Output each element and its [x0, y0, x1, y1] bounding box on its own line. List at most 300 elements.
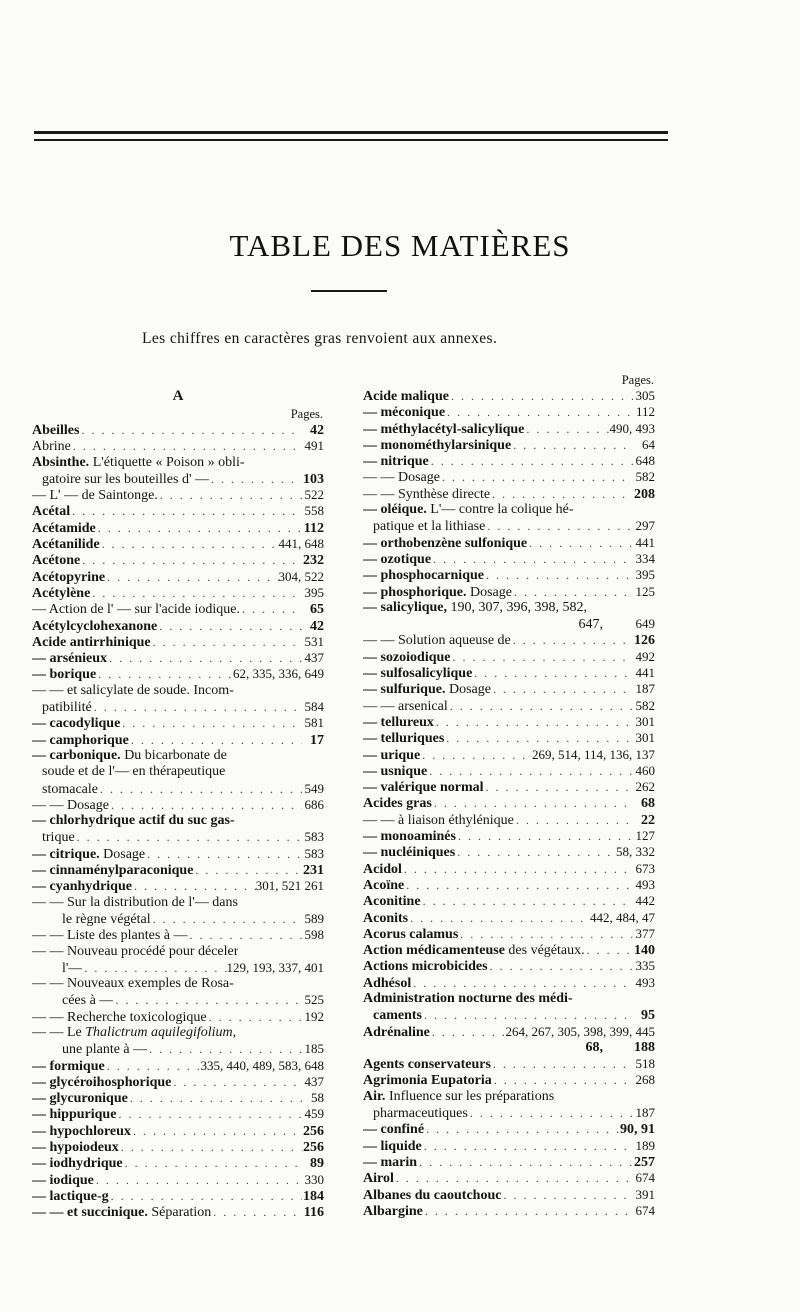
- index-entry: [32, 960, 324, 976]
- dot-leader: [434, 714, 633, 730]
- entry-term: patique et la lithiase: [373, 519, 486, 535]
- entry-pages: 184: [303, 1188, 324, 1204]
- entry-pages: 126: [634, 633, 655, 649]
- entry-pages: 297: [635, 518, 655, 534]
- index-entry: [32, 1123, 324, 1139]
- dot-leader: [158, 487, 302, 503]
- dot-leader: [427, 763, 633, 779]
- dot-leader: [422, 1138, 633, 1154]
- entry-term: Acétal: [32, 504, 71, 520]
- index-entry: [363, 632, 655, 648]
- entry-pages: 58: [311, 1090, 324, 1106]
- entry-term: — — et salicylate de soude. Incom-: [32, 682, 234, 698]
- index-entry: [32, 601, 324, 617]
- dot-leader: [157, 618, 302, 634]
- dot-leader: [488, 958, 633, 974]
- dot-leader: [79, 422, 302, 438]
- index-entry: [363, 1072, 655, 1088]
- entry-term: — cacodylique: [32, 716, 121, 732]
- index-entry: [363, 469, 655, 485]
- dot-leader: [129, 732, 302, 748]
- entry-term: — telluriques: [363, 731, 445, 747]
- entry-pages: 42: [310, 618, 324, 634]
- entry-term: — lactique-g: [32, 1188, 109, 1204]
- index-entry: [32, 748, 324, 764]
- entry-pages: 187: [635, 681, 655, 697]
- entry-pages: 112: [635, 404, 655, 420]
- entry-term: Agrimonia Eupatoria: [363, 1073, 492, 1089]
- dot-leader: [411, 975, 633, 991]
- index-entry: [363, 1040, 655, 1056]
- index-entry: [32, 1172, 324, 1188]
- entry-pages: 391: [635, 1186, 655, 1202]
- index-entry: [32, 992, 324, 1008]
- entry-term: — sulfurique. Dosage: [363, 682, 491, 698]
- entry-pages: 581: [304, 715, 324, 731]
- index-entry: [363, 404, 655, 420]
- entry-pages: 188: [634, 1039, 655, 1055]
- dot-leader: [492, 1072, 633, 1088]
- entry-term: — méconique: [363, 405, 446, 421]
- entry-pages: 304, 522: [278, 568, 324, 584]
- dot-leader: [131, 1123, 302, 1139]
- index-entry: [363, 584, 655, 600]
- index-entry: [32, 1155, 324, 1171]
- entry-pages: 64: [642, 436, 655, 452]
- entry-pages: 522: [304, 487, 324, 503]
- dot-leader: [423, 1203, 633, 1219]
- index-entry: [32, 422, 324, 438]
- entry-term: — hippurique: [32, 1107, 117, 1123]
- index-entry: [363, 812, 655, 828]
- entry-pages: 231: [303, 863, 324, 879]
- entry-term: gatoire sur les bouteilles d' —: [42, 471, 209, 487]
- entry-pages: 549: [304, 780, 324, 796]
- section-letter: A: [172, 388, 184, 404]
- dot-leader: [98, 781, 302, 797]
- entry-term: soude et de l'— en thérapeutique: [42, 764, 226, 780]
- entry-term: — ozotique: [363, 551, 432, 567]
- dot-leader: [211, 1204, 302, 1220]
- dot-leader: [96, 666, 233, 682]
- index-entry: [32, 715, 324, 731]
- entry-pages: 62, 335, 336, 649: [233, 666, 324, 682]
- index-entry: [363, 730, 655, 746]
- index-entry: [363, 1138, 655, 1154]
- dot-leader: [424, 1121, 620, 1137]
- dot-leader: [445, 404, 633, 420]
- entry-pages: 103: [303, 471, 324, 487]
- entry-pages: 22: [641, 812, 655, 828]
- entry-pages: 127: [635, 828, 655, 844]
- index-entry: [363, 616, 655, 632]
- index-entry: [363, 1170, 655, 1186]
- entry-pages: 491: [304, 438, 324, 454]
- dot-leader: [207, 1009, 302, 1025]
- index-entry: [363, 649, 655, 665]
- dot-leader: [105, 1058, 201, 1074]
- index-entry: [363, 1056, 655, 1072]
- index-entry: [363, 975, 655, 991]
- dot-leader: [90, 585, 302, 601]
- dot-leader: [188, 927, 302, 943]
- index-column-right: [363, 372, 655, 1219]
- entry-term: — formique: [32, 1058, 105, 1074]
- entry-pages: 189: [635, 1137, 655, 1153]
- dot-leader: [404, 877, 633, 893]
- index-entry: [32, 1058, 324, 1074]
- index-entry: [363, 1105, 655, 1121]
- index-entry: [363, 926, 655, 942]
- index-entry: [363, 486, 655, 502]
- entry-term: Acétylcyclohexanone: [32, 618, 158, 634]
- entry-term: — salicylique, 190, 307, 396, 398, 582,: [363, 599, 588, 615]
- dot-leader: [402, 861, 633, 877]
- index-entry: [32, 618, 324, 634]
- index-entry: [32, 503, 324, 519]
- dot-leader: [524, 421, 609, 437]
- dot-leader: [511, 437, 633, 453]
- dot-leader: [511, 632, 633, 648]
- entry-pages: 493: [635, 974, 655, 990]
- entry-term: — nitrique: [363, 454, 429, 470]
- dot-leader: [429, 453, 633, 469]
- entry-pages: 531: [304, 633, 324, 649]
- entry-term: — urique: [363, 747, 421, 763]
- entry-pages: 395: [304, 584, 324, 600]
- entry-term: — — arsenical: [363, 698, 448, 714]
- entry-term: — phosphorique. Dosage: [363, 584, 512, 600]
- entry-term: patibilité: [42, 700, 92, 716]
- entry-term: Administration nocturne des médi-: [363, 990, 573, 1006]
- dot-leader: [456, 828, 633, 844]
- entry-term: — sozoiodique: [363, 649, 451, 665]
- entry-list-left: [32, 422, 324, 1221]
- dot-leader: [151, 911, 302, 927]
- entry-pages: 90, 91: [620, 1122, 655, 1138]
- entry-pages: 686: [304, 796, 324, 812]
- dot-leader: [527, 535, 633, 551]
- entry-pages: 582: [635, 697, 655, 713]
- dot-leader: [421, 893, 633, 909]
- entry-term: le règne végétal: [62, 911, 151, 927]
- index-entry: [363, 1024, 655, 1040]
- dot-leader: [128, 1090, 302, 1106]
- index-entry: [363, 437, 655, 453]
- entry-pages: 334: [635, 550, 655, 566]
- entry-term: — glycuronique: [32, 1091, 128, 1107]
- dot-leader: [193, 862, 302, 878]
- entry-term: Aconitine: [363, 894, 421, 910]
- dot-leader: [491, 681, 633, 697]
- index-entry: [363, 942, 655, 958]
- index-entry: [32, 438, 324, 454]
- index-entry: [32, 797, 324, 813]
- entry-pages: 232: [303, 553, 324, 569]
- entry-term: — orthobenzène sulfonique: [363, 535, 528, 551]
- index-entry: [363, 551, 655, 567]
- index-entry: [32, 829, 324, 845]
- pages-header-right: Pages.: [621, 373, 654, 387]
- entry-term: Albanes du caoutchouc: [363, 1187, 502, 1203]
- entry-pages: 256: [303, 1123, 324, 1139]
- index-entry: [32, 520, 324, 536]
- index-entry: [32, 536, 324, 552]
- entry-term: — cinnaménylparaconique: [32, 863, 194, 879]
- entry-term: — — Dosage: [363, 470, 440, 486]
- index-entry: [32, 862, 324, 878]
- index-entry: [363, 828, 655, 844]
- index-entry: [363, 1007, 655, 1023]
- index-entry: [32, 699, 324, 715]
- index-entry: [363, 795, 655, 811]
- dot-leader: [490, 486, 633, 502]
- entry-pages: 441: [635, 534, 655, 550]
- index-entry: [363, 665, 655, 681]
- index-entry: [32, 1090, 324, 1106]
- entry-term: Acoïne: [363, 877, 405, 893]
- dot-leader: [240, 601, 302, 617]
- entry-term: Acide antirrhinique: [32, 634, 151, 650]
- entry-pages: 583: [304, 845, 324, 861]
- dot-leader: [468, 1105, 633, 1121]
- index-entry: [32, 846, 324, 862]
- entry-term: — borique: [32, 667, 97, 683]
- entry-pages: 116: [303, 1205, 324, 1221]
- dot-leader: [449, 388, 633, 404]
- index-entry: [363, 763, 655, 779]
- index-entry: [32, 1139, 324, 1155]
- index-entry: [32, 1074, 324, 1090]
- entry-pages: 262: [635, 779, 655, 795]
- entry-pages: 493: [635, 876, 655, 892]
- dot-leader: [417, 1154, 633, 1170]
- entry-term: Acides gras: [363, 796, 432, 812]
- dot-leader: [394, 1170, 633, 1186]
- entry-pages: 257: [634, 1154, 655, 1170]
- entry-pages: 558: [304, 503, 324, 519]
- entry-term: — marin: [363, 1154, 418, 1170]
- page-title: TABLE DES MATIÈRES: [229, 228, 571, 263]
- dot-leader: [430, 1024, 506, 1040]
- dot-leader: [422, 1007, 633, 1023]
- index-entry: [363, 991, 655, 1007]
- entry-term: — — à liaison éthylénique: [363, 812, 514, 828]
- entry-pages: 335, 440, 489, 583, 648: [200, 1057, 324, 1073]
- index-entry: [363, 1203, 655, 1219]
- entry-pages: 459: [304, 1106, 324, 1122]
- dot-leader: [484, 779, 633, 795]
- entry-term: — — Solution aqueuse de: [363, 633, 511, 649]
- entry-term: Agents conservateurs: [363, 1057, 491, 1073]
- intro-note: Les chiffres en caractères gras renvoient aux annexes.: [142, 330, 498, 347]
- entry-term: 647,: [578, 617, 603, 633]
- index-entry: [32, 666, 324, 682]
- dot-leader: [107, 650, 302, 666]
- entry-pages: 437: [304, 650, 324, 666]
- entry-pages: 192: [304, 1008, 324, 1024]
- entry-term: Acorus calamus: [363, 926, 459, 942]
- index-entry: [32, 1188, 324, 1204]
- entry-term: — — Le Thalictrum aquilegifolium,: [32, 1024, 237, 1040]
- index-entry: [363, 747, 655, 763]
- entry-term: — — Liste des plantes à —: [32, 928, 188, 944]
- index-entry: [32, 781, 324, 797]
- entry-pages: 208: [634, 486, 655, 502]
- entry-term: trique: [42, 830, 75, 846]
- dot-leader: [105, 569, 278, 585]
- entry-pages: 112: [303, 520, 324, 536]
- entry-term: — tellureux: [363, 714, 434, 730]
- index-entry: [32, 911, 324, 927]
- entry-pages: 460: [635, 762, 655, 778]
- entry-pages: 89: [310, 1156, 324, 1172]
- entry-term: — valérique normal: [363, 780, 484, 796]
- dot-leader: [451, 649, 633, 665]
- entry-term: — — Recherche toxicologique: [32, 1009, 207, 1025]
- dot-leader: [92, 699, 302, 715]
- dot-leader: [100, 536, 279, 552]
- entry-pages: 518: [635, 1056, 655, 1072]
- index-entry: [32, 895, 324, 911]
- entry-pages: 377: [635, 925, 655, 941]
- entry-term: caments: [373, 1008, 422, 1024]
- dot-leader: [444, 730, 633, 746]
- index-entry: [363, 681, 655, 697]
- index-entry: [32, 878, 324, 894]
- index-entry: [363, 910, 655, 926]
- entry-pages: 68: [641, 796, 655, 812]
- dot-leader: [116, 1106, 302, 1122]
- entry-term: — — Dosage: [32, 797, 109, 813]
- dot-leader: [109, 1188, 302, 1204]
- entry-pages: 269, 514, 114, 136, 137: [531, 746, 655, 762]
- dot-leader: [512, 584, 633, 600]
- entry-pages: 673: [635, 860, 655, 876]
- entry-pages: 492: [635, 648, 655, 664]
- entry-pages: 598: [304, 927, 324, 943]
- index-entry: [32, 683, 324, 699]
- entry-term: — oléique. L'— contre la colique hé-: [363, 502, 574, 518]
- index-entry: [363, 1121, 655, 1137]
- entry-pages: 185: [304, 1041, 324, 1057]
- entry-term: — arsénieux: [32, 651, 108, 667]
- index-entry: [363, 844, 655, 860]
- index-entry: [32, 1009, 324, 1025]
- entry-pages: 441: [635, 665, 655, 681]
- dot-leader: [440, 469, 633, 485]
- index-entry: [32, 764, 324, 780]
- index-entry: [32, 569, 324, 585]
- entry-term: Aconits: [363, 910, 409, 926]
- index-entry: [363, 535, 655, 551]
- entry-term: — usnique: [363, 763, 428, 779]
- index-entry: [363, 1154, 655, 1170]
- index-entry: [363, 893, 655, 909]
- dot-leader: [75, 829, 302, 845]
- entry-term: — carbonique. Du bicarbonate de: [32, 747, 227, 763]
- dot-leader: [82, 960, 226, 976]
- entry-pages: 584: [304, 699, 324, 715]
- entry-term: Acétopyrine: [32, 569, 106, 585]
- entry-term: — iodique: [32, 1172, 94, 1188]
- entry-pages: 187: [635, 1105, 655, 1121]
- index-entry: [363, 453, 655, 469]
- entry-pages: 301, 521 261: [255, 878, 324, 894]
- entry-pages: 268: [635, 1072, 655, 1088]
- entry-term: — sulfosalicylique: [363, 666, 473, 682]
- index-entry: [32, 487, 324, 503]
- entry-pages: 256: [303, 1140, 324, 1156]
- entry-pages: 490, 493: [609, 420, 655, 436]
- dot-leader: [145, 846, 302, 862]
- top-rule-thin: [34, 139, 668, 141]
- entry-term: Acide malique: [363, 389, 449, 404]
- entry-term: — glycéroihosphorique: [32, 1074, 172, 1090]
- index-entry: [363, 600, 655, 616]
- title-rule: [311, 290, 387, 292]
- entry-term: — méthylacétyl-salicylique: [363, 421, 525, 437]
- entry-term: — — Nouveaux exemples de Rosa-: [32, 976, 234, 992]
- dot-leader: [96, 520, 302, 536]
- entry-pages: 305: [635, 388, 655, 403]
- index-entry: [363, 861, 655, 877]
- top-rule-thick: [34, 131, 668, 134]
- entry-term: — Action de l' — sur l'acide iodique.: [32, 602, 241, 618]
- entry-pages: 125: [635, 583, 655, 599]
- dot-leader: [501, 1187, 633, 1203]
- dot-leader: [485, 518, 633, 534]
- entry-term: — L' — de Saintonge.: [32, 488, 158, 504]
- entry-term: Acétamide: [32, 520, 96, 536]
- index-entry: [363, 518, 655, 534]
- index-column-left: [32, 380, 324, 1221]
- dot-leader: [123, 1155, 302, 1171]
- entry-term: — monométhylarsinique: [363, 437, 512, 453]
- entry-pages: 441, 648: [278, 536, 324, 552]
- entry-term: stomacale: [42, 781, 98, 797]
- entry-term: pharmaceutiques: [373, 1106, 468, 1122]
- entry-term: — monoaminés: [363, 829, 456, 845]
- dot-leader: [171, 1074, 302, 1090]
- dot-leader: [514, 812, 633, 828]
- dot-leader: [147, 1041, 302, 1057]
- dot-leader: [432, 795, 633, 811]
- dot-leader: [70, 503, 302, 519]
- entry-term: cées à —: [62, 993, 114, 1009]
- entry-pages: 140: [634, 943, 655, 959]
- index-entry: [32, 634, 324, 650]
- dot-leader: [585, 942, 633, 958]
- entry-list-right: [363, 388, 655, 1219]
- entry-pages: 442, 484, 47: [590, 909, 655, 925]
- dot-leader: [120, 715, 302, 731]
- entry-pages: 648: [635, 453, 655, 469]
- index-entry: [32, 976, 324, 992]
- dot-leader: [209, 471, 302, 487]
- entry-term: Air. Influence sur les préparations: [363, 1088, 555, 1104]
- dot-leader: [132, 878, 256, 894]
- entry-pages: 58, 332: [616, 844, 655, 860]
- index-entry: [32, 1106, 324, 1122]
- dot-leader: [420, 747, 532, 763]
- dot-leader: [109, 797, 302, 813]
- index-entry: [363, 714, 655, 730]
- entry-term: Absinthe. L'étiquette « Poison » obli-: [32, 454, 245, 470]
- dot-leader: [408, 910, 590, 926]
- index-entry: [32, 732, 324, 748]
- entry-term: Actions microbicides: [363, 959, 488, 975]
